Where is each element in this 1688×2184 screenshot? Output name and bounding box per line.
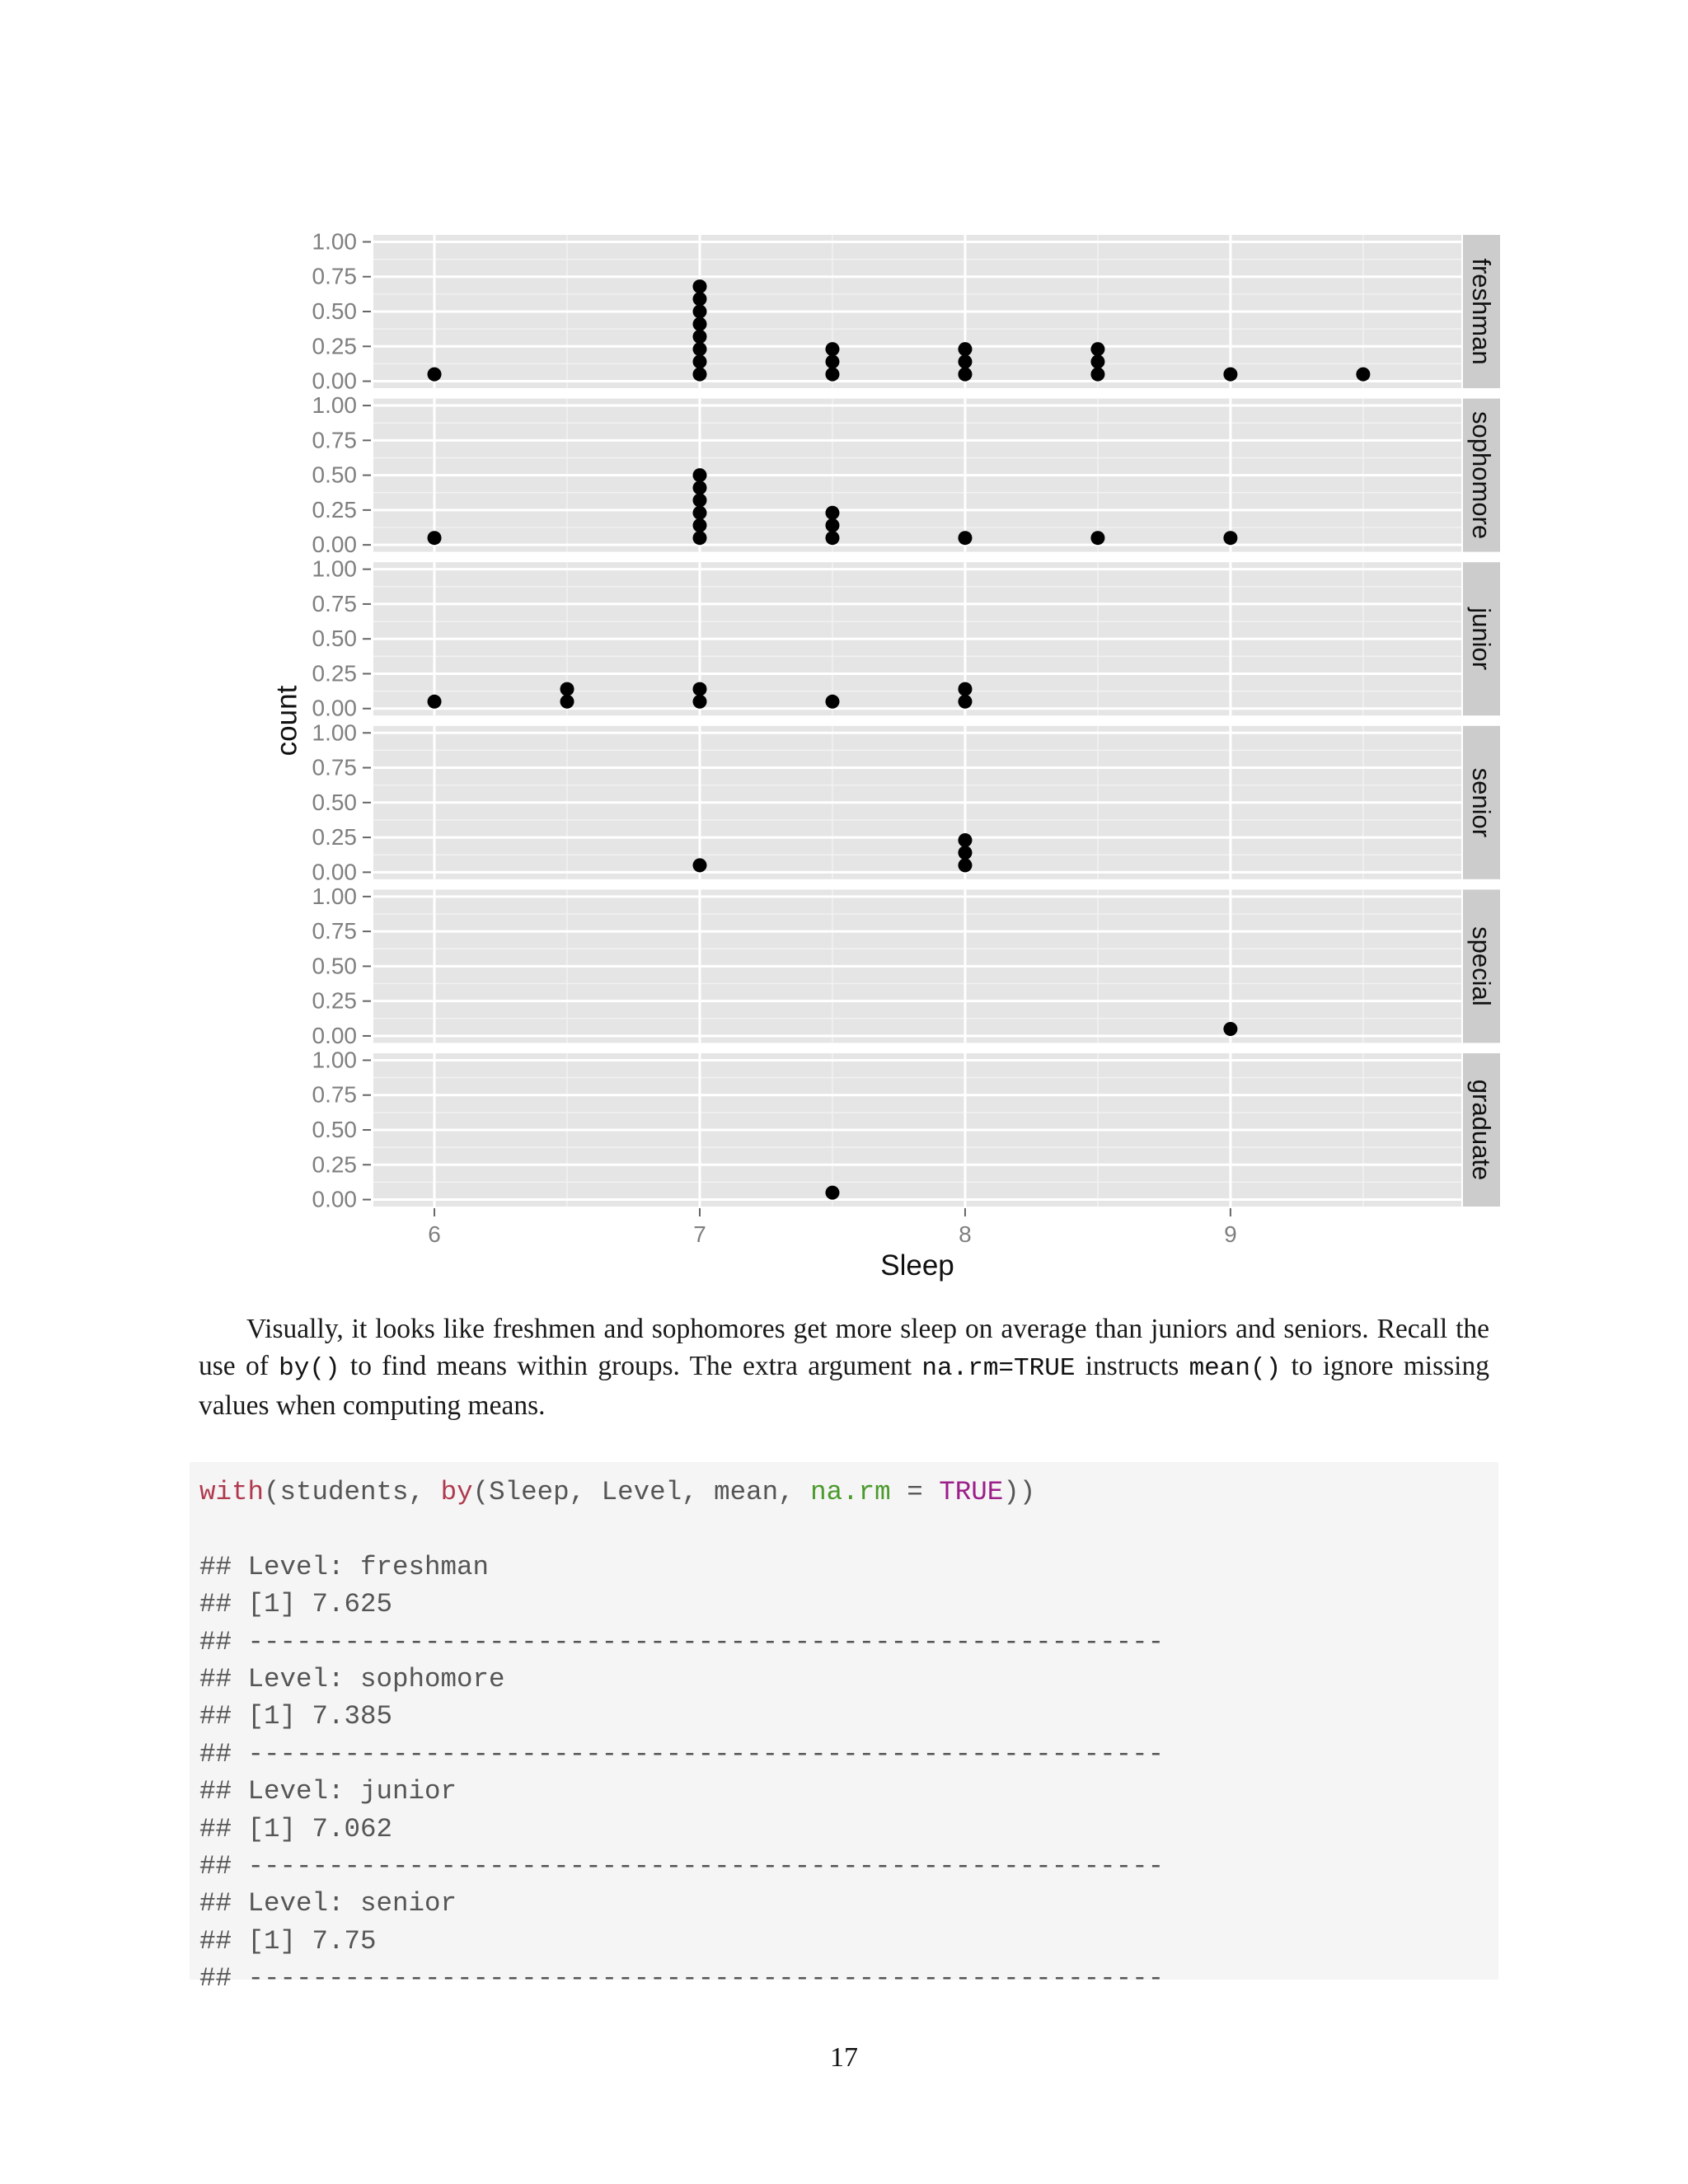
para-text-4: to ignore missing values when computing means. <box>199 1351 1489 1421</box>
data-point <box>693 531 707 545</box>
data-point <box>693 506 707 520</box>
data-point <box>693 695 707 709</box>
data-point <box>1223 531 1237 545</box>
data-point <box>958 833 972 847</box>
data-point <box>693 342 707 356</box>
code-output-line: ## [1] 7.385 <box>199 1701 393 1732</box>
code-literal: TRUE <box>939 1477 1004 1507</box>
code-close: )) <box>1003 1477 1036 1507</box>
facet-label: junior <box>1467 607 1496 671</box>
data-point <box>693 468 707 482</box>
data-point <box>1223 368 1237 382</box>
para-text-3: instructs <box>1075 1351 1189 1381</box>
y-tick-label: 0.00 <box>312 1186 357 1212</box>
para-text-1: Visually, it looks like freshmen and sophomores get more sleep on average than juniors and seniors. Recall the use of <box>199 1314 1489 1381</box>
x-tick-label: 7 <box>693 1221 706 1247</box>
code-eq: = <box>890 1477 940 1507</box>
data-point <box>825 506 839 520</box>
data-point <box>1090 531 1104 545</box>
facet-label: sophomore <box>1467 411 1496 540</box>
facet-label: freshman <box>1467 258 1496 365</box>
y-tick-label: 0.50 <box>312 462 357 488</box>
data-point <box>958 354 972 368</box>
data-point <box>693 494 707 508</box>
data-point <box>693 305 707 319</box>
y-tick-label: 0.50 <box>312 298 357 324</box>
code-output-line: ## Level: junior <box>199 1776 457 1807</box>
y-tick-label: 0.25 <box>312 987 357 1014</box>
y-tick-label: 0.75 <box>312 590 357 616</box>
data-point <box>958 846 972 860</box>
facet-label: special <box>1467 926 1496 1006</box>
page-number: 17 <box>830 2042 858 2073</box>
body-paragraph <box>199 1310 1489 1424</box>
data-point <box>825 354 839 368</box>
data-point <box>958 858 972 872</box>
data-point <box>693 518 707 532</box>
x-axis-label: Sleep <box>880 1249 954 1282</box>
data-point <box>825 531 839 545</box>
code-fn-by: by <box>440 1477 473 1507</box>
x-tick-label: 8 <box>959 1221 972 1247</box>
inline-code-mean: mean() <box>1189 1354 1282 1383</box>
y-tick-label: 0.50 <box>312 1117 357 1142</box>
data-point <box>1223 1022 1237 1036</box>
data-point <box>693 330 707 344</box>
y-tick-label: 0.00 <box>312 859 357 885</box>
y-tick-label: 0.00 <box>312 1022 357 1048</box>
y-tick-label: 1.00 <box>312 719 357 746</box>
code-output-line: ## --------------------------------------------------------- <box>199 1963 1165 1994</box>
data-point <box>693 368 707 382</box>
y-tick-label: 0.25 <box>312 660 357 687</box>
x-tick-label: 9 <box>1224 1221 1237 1247</box>
data-point <box>958 342 972 356</box>
code-arg-name: na.rm <box>810 1477 891 1507</box>
y-tick-label: 0.25 <box>312 496 357 523</box>
data-point <box>1356 368 1370 382</box>
data-point <box>693 858 707 872</box>
y-tick-label: 0.50 <box>312 953 357 979</box>
y-tick-label: 1.00 <box>312 392 357 419</box>
code-output-line: ## [1] 7.75 <box>199 1925 377 1957</box>
inline-code-by: by() <box>279 1354 340 1383</box>
y-tick-label: 1.00 <box>312 1047 357 1073</box>
data-point <box>825 518 839 532</box>
y-tick-label: 0.00 <box>312 368 357 394</box>
code-block <box>190 1462 1498 1994</box>
code-output-line: ## --------------------------------------------------------- <box>199 1738 1165 1769</box>
data-point <box>825 368 839 382</box>
facet-label: graduate <box>1467 1079 1496 1181</box>
y-tick-label: 0.50 <box>312 626 357 652</box>
code-output-line: ## [1] 7.062 <box>199 1813 393 1844</box>
code-output-line: ## Level: freshman <box>199 1551 490 1582</box>
code-output-line: ## Level: sophomore <box>199 1664 505 1695</box>
y-tick-label: 1.00 <box>312 555 357 582</box>
data-point <box>1090 368 1104 382</box>
data-point <box>958 682 972 696</box>
data-point <box>693 354 707 368</box>
y-tick-label: 0.00 <box>312 532 357 558</box>
data-point <box>428 695 442 709</box>
code-line-call <box>199 1477 1035 1507</box>
y-tick-label: 0.50 <box>312 789 357 815</box>
y-tick-label: 0.75 <box>312 263 357 289</box>
data-point <box>825 1186 839 1200</box>
code-args: (Sleep, Level, mean, <box>472 1477 811 1507</box>
code-content <box>199 1474 1164 1998</box>
facet-label: senior <box>1467 767 1496 838</box>
y-tick-label: 1.00 <box>312 228 357 255</box>
y-axis-label: count <box>270 685 303 757</box>
data-point <box>560 682 574 696</box>
y-tick-label: 0.25 <box>312 824 357 851</box>
data-point <box>693 292 707 306</box>
code-output-line: ## --------------------------------------------------------- <box>199 1851 1165 1882</box>
x-tick-label: 6 <box>428 1221 441 1247</box>
data-point <box>693 682 707 696</box>
data-point <box>560 695 574 709</box>
code-fn-with: with <box>199 1477 265 1507</box>
inline-code-narm: na.rm=TRUE <box>921 1354 1076 1383</box>
data-point <box>825 342 839 356</box>
code-output-line: ## [1] 7.625 <box>199 1589 393 1620</box>
y-tick-label: 0.25 <box>312 1151 357 1178</box>
data-point <box>693 480 707 494</box>
data-point <box>958 531 972 545</box>
data-point <box>1090 342 1104 356</box>
y-tick-label: 0.00 <box>312 695 357 721</box>
data-point <box>958 695 972 709</box>
data-point <box>693 279 707 293</box>
data-point <box>428 368 442 382</box>
para-text-2: to find means within groups. The extra argument <box>340 1351 922 1381</box>
data-point <box>958 368 972 382</box>
data-point <box>428 531 442 545</box>
data-point <box>1090 354 1104 368</box>
data-point <box>693 317 707 331</box>
data-point <box>825 695 839 709</box>
code-output-line: ## Level: senior <box>199 1888 457 1919</box>
y-tick-label: 1.00 <box>312 883 357 909</box>
y-tick-label: 0.75 <box>312 1081 357 1108</box>
y-tick-label: 0.75 <box>312 427 357 453</box>
y-tick-label: 0.75 <box>312 754 357 780</box>
code-open: (students, <box>264 1477 441 1507</box>
code-output-line: ## --------------------------------------------------------- <box>199 1626 1165 1657</box>
y-tick-label: 0.25 <box>312 333 357 359</box>
y-tick-label: 0.75 <box>312 918 357 944</box>
